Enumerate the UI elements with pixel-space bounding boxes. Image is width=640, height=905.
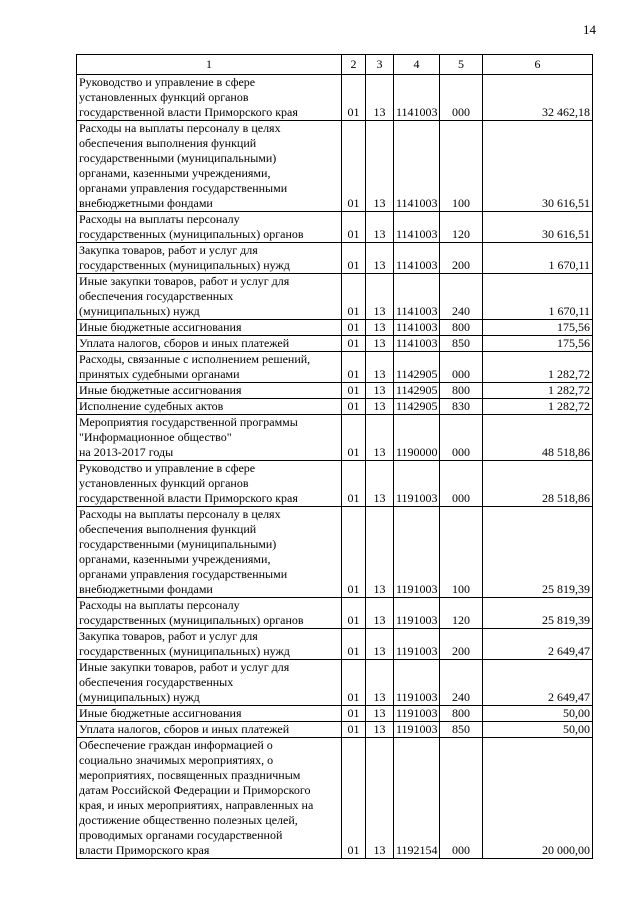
section-code: 01 bbox=[342, 461, 366, 507]
row-description: Расходы на выплаты персоналу государственных (муниципальных) органов bbox=[77, 212, 342, 243]
amount: 175,56 bbox=[483, 336, 593, 352]
expense-type-code: 120 bbox=[440, 598, 483, 629]
section-code: 01 bbox=[342, 399, 366, 415]
subsection-code: 13 bbox=[366, 507, 394, 598]
expense-type-code: 240 bbox=[440, 660, 483, 706]
column-header: 6 bbox=[483, 55, 593, 75]
expense-type-code: 850 bbox=[440, 722, 483, 738]
row-description: Закупка товаров, работ и услуг для государственных (муниципальных) нужд bbox=[77, 243, 342, 274]
amount: 1 282,72 bbox=[483, 352, 593, 383]
table-row bbox=[77, 121, 593, 212]
row-description: Расходы, связанные с исполнением решений, принятых судебными органами bbox=[77, 352, 342, 383]
expense-type-code: 100 bbox=[440, 121, 483, 212]
subsection-code: 13 bbox=[366, 212, 394, 243]
amount: 48 518,86 bbox=[483, 415, 593, 461]
target-article-code: 1191003 bbox=[394, 598, 440, 629]
subsection-code: 13 bbox=[366, 415, 394, 461]
expense-type-code: 800 bbox=[440, 320, 483, 336]
expense-type-code: 200 bbox=[440, 243, 483, 274]
subsection-code: 13 bbox=[366, 461, 394, 507]
table-row bbox=[77, 383, 593, 399]
section-code: 01 bbox=[342, 598, 366, 629]
target-article-code: 1141003 bbox=[394, 75, 440, 121]
subsection-code: 13 bbox=[366, 399, 394, 415]
subsection-code: 13 bbox=[366, 706, 394, 722]
table-row bbox=[77, 706, 593, 722]
amount: 28 518,86 bbox=[483, 461, 593, 507]
target-article-code: 1191003 bbox=[394, 660, 440, 706]
section-code: 01 bbox=[342, 243, 366, 274]
expense-type-code: 000 bbox=[440, 415, 483, 461]
subsection-code: 13 bbox=[366, 320, 394, 336]
section-code: 01 bbox=[342, 121, 366, 212]
target-article-code: 1191003 bbox=[394, 722, 440, 738]
table-row bbox=[77, 320, 593, 336]
expense-type-code: 000 bbox=[440, 461, 483, 507]
amount: 175,56 bbox=[483, 320, 593, 336]
row-description: Уплата налогов, сборов и иных платежей bbox=[77, 722, 342, 738]
table-row bbox=[77, 75, 593, 121]
subsection-code: 13 bbox=[366, 243, 394, 274]
row-description: Расходы на выплаты персоналу в целях обеспечения выполнения функций государственными (муниципальными) органами, казенными учреждениями, органами управления государственными внебюджетными фондами bbox=[77, 507, 342, 598]
amount: 32 462,18 bbox=[483, 75, 593, 121]
section-code: 01 bbox=[342, 507, 366, 598]
subsection-code: 13 bbox=[366, 660, 394, 706]
table-row bbox=[77, 598, 593, 629]
expense-type-code: 800 bbox=[440, 383, 483, 399]
expense-type-code: 850 bbox=[440, 336, 483, 352]
expense-type-code: 000 bbox=[440, 738, 483, 859]
target-article-code: 1190000 bbox=[394, 415, 440, 461]
section-code: 01 bbox=[342, 336, 366, 352]
target-article-code: 1191003 bbox=[394, 706, 440, 722]
table-row bbox=[77, 507, 593, 598]
expense-type-code: 200 bbox=[440, 629, 483, 660]
row-description: Иные закупки товаров, работ и услуг для обеспечения государственных (муниципальных) нужд bbox=[77, 660, 342, 706]
table-row bbox=[77, 274, 593, 320]
expense-type-code: 830 bbox=[440, 399, 483, 415]
section-code: 01 bbox=[342, 738, 366, 859]
row-description: Расходы на выплаты персоналу в целях обеспечения выполнения функций государственными (муниципальными) органами, казенными учреждениями, органами управления государственными внебюджетными фондами bbox=[77, 121, 342, 212]
column-header: 1 bbox=[77, 55, 342, 75]
target-article-code: 1142905 bbox=[394, 399, 440, 415]
subsection-code: 13 bbox=[366, 75, 394, 121]
amount: 1 282,72 bbox=[483, 399, 593, 415]
target-article-code: 1141003 bbox=[394, 121, 440, 212]
subsection-code: 13 bbox=[366, 738, 394, 859]
target-article-code: 1141003 bbox=[394, 212, 440, 243]
section-code: 01 bbox=[342, 629, 366, 660]
amount: 25 819,39 bbox=[483, 598, 593, 629]
section-code: 01 bbox=[342, 320, 366, 336]
subsection-code: 13 bbox=[366, 352, 394, 383]
table-row bbox=[77, 352, 593, 383]
target-article-code: 1141003 bbox=[394, 320, 440, 336]
row-description: Иные закупки товаров, работ и услуг для обеспечения государственных (муниципальных) нужд bbox=[77, 274, 342, 320]
row-description: Иные бюджетные ассигнования bbox=[77, 383, 342, 399]
target-article-code: 1191003 bbox=[394, 461, 440, 507]
expense-type-code: 240 bbox=[440, 274, 483, 320]
target-article-code: 1141003 bbox=[394, 274, 440, 320]
row-description: Иные бюджетные ассигнования bbox=[77, 706, 342, 722]
amount: 30 616,51 bbox=[483, 212, 593, 243]
section-code: 01 bbox=[342, 660, 366, 706]
target-article-code: 1142905 bbox=[394, 352, 440, 383]
target-article-code: 1191003 bbox=[394, 507, 440, 598]
amount: 1 670,11 bbox=[483, 274, 593, 320]
row-description: Обеспечение граждан информацией о социально значимых мероприятиях, о мероприятиях, посвященных праздничным датам Российской Федерации и Приморского края, и иных мероприятиях, направленных на достижение общественно полезных целей, проводимых органами государственной власти Приморского края bbox=[77, 738, 342, 859]
table-row bbox=[77, 399, 593, 415]
row-description: Руководство и управление в сфере установленных функций органов государственной власти Приморского края bbox=[77, 75, 342, 121]
section-code: 01 bbox=[342, 274, 366, 320]
row-description: Закупка товаров, работ и услуг для государственных (муниципальных) нужд bbox=[77, 629, 342, 660]
expense-type-code: 100 bbox=[440, 507, 483, 598]
column-header: 5 bbox=[440, 55, 483, 75]
subsection-code: 13 bbox=[366, 383, 394, 399]
subsection-code: 13 bbox=[366, 598, 394, 629]
column-header: 3 bbox=[366, 55, 394, 75]
section-code: 01 bbox=[342, 212, 366, 243]
table-row bbox=[77, 415, 593, 461]
amount: 30 616,51 bbox=[483, 121, 593, 212]
table-row bbox=[77, 660, 593, 706]
table-row bbox=[77, 738, 593, 859]
table-body bbox=[77, 75, 593, 859]
table-row bbox=[77, 722, 593, 738]
column-header: 4 bbox=[394, 55, 440, 75]
section-code: 01 bbox=[342, 352, 366, 383]
expense-type-code: 000 bbox=[440, 352, 483, 383]
subsection-code: 13 bbox=[366, 336, 394, 352]
expense-type-code: 120 bbox=[440, 212, 483, 243]
subsection-code: 13 bbox=[366, 722, 394, 738]
amount: 1 670,11 bbox=[483, 243, 593, 274]
target-article-code: 1141003 bbox=[394, 243, 440, 274]
budget-table bbox=[76, 54, 593, 859]
expense-type-code: 800 bbox=[440, 706, 483, 722]
subsection-code: 13 bbox=[366, 121, 394, 212]
section-code: 01 bbox=[342, 383, 366, 399]
table-row bbox=[77, 243, 593, 274]
table-row bbox=[77, 212, 593, 243]
expense-type-code: 000 bbox=[440, 75, 483, 121]
amount: 2 649,47 bbox=[483, 660, 593, 706]
section-code: 01 bbox=[342, 722, 366, 738]
row-description: Исполнение судебных актов bbox=[77, 399, 342, 415]
target-article-code: 1191003 bbox=[394, 629, 440, 660]
table-row bbox=[77, 461, 593, 507]
subsection-code: 13 bbox=[366, 629, 394, 660]
section-code: 01 bbox=[342, 706, 366, 722]
row-description: Иные бюджетные ассигнования bbox=[77, 320, 342, 336]
row-description: Руководство и управление в сфере установленных функций органов государственной власти Приморского края bbox=[77, 461, 342, 507]
section-code: 01 bbox=[342, 75, 366, 121]
amount: 50,00 bbox=[483, 722, 593, 738]
target-article-code: 1141003 bbox=[394, 336, 440, 352]
amount: 50,00 bbox=[483, 706, 593, 722]
section-code: 01 bbox=[342, 415, 366, 461]
row-description: Расходы на выплаты персоналу государственных (муниципальных) органов bbox=[77, 598, 342, 629]
target-article-code: 1142905 bbox=[394, 383, 440, 399]
amount: 1 282,72 bbox=[483, 383, 593, 399]
row-description: Мероприятия государственной программы "Информационное общество" на 2013-2017 годы bbox=[77, 415, 342, 461]
page-number: 14 bbox=[583, 22, 596, 37]
row-description: Уплата налогов, сборов и иных платежей bbox=[77, 336, 342, 352]
subsection-code: 13 bbox=[366, 274, 394, 320]
table-row bbox=[77, 629, 593, 660]
table-header-row bbox=[77, 55, 593, 75]
amount: 2 649,47 bbox=[483, 629, 593, 660]
column-header: 2 bbox=[342, 55, 366, 75]
amount: 25 819,39 bbox=[483, 507, 593, 598]
table-row bbox=[77, 336, 593, 352]
amount: 20 000,00 bbox=[483, 738, 593, 859]
target-article-code: 1192154 bbox=[394, 738, 440, 859]
